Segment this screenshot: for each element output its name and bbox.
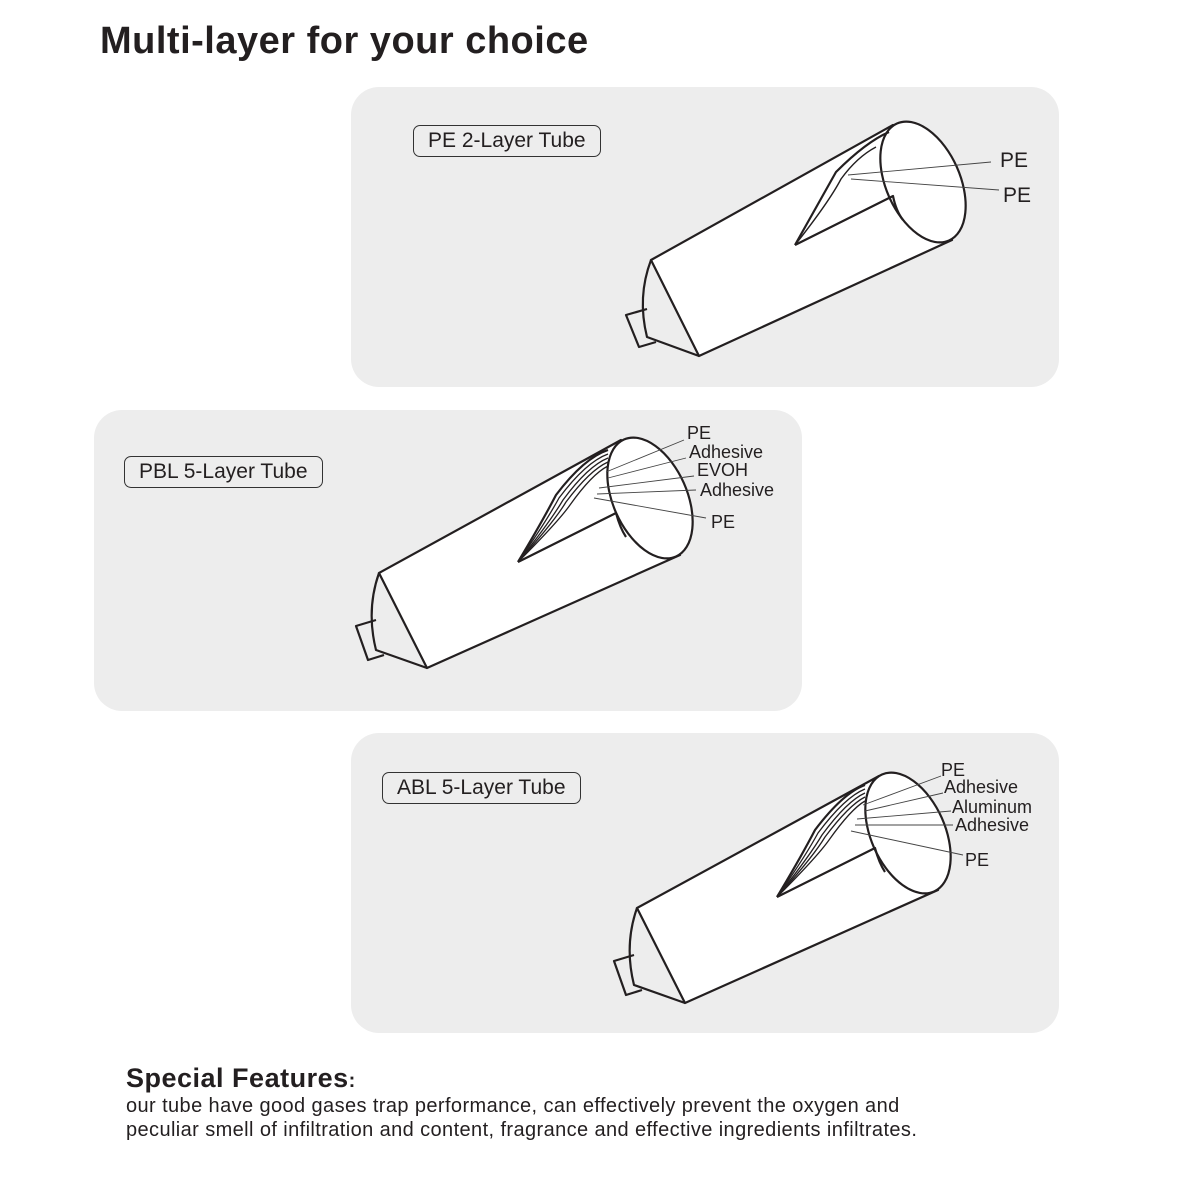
pe-2-layer-panel	[351, 87, 1059, 387]
pbl-5-layer-layer-1: PE	[687, 423, 712, 443]
pe-2-layer-label: PE 2-Layer Tube	[413, 125, 601, 157]
pbl-5-layer-layer-2: Adhesive	[689, 442, 764, 462]
abl-5-layer-label: ABL 5-Layer Tube	[382, 772, 581, 804]
special-features-line-2: peculiar smell of infiltration and content, fragrance and effective ingredients infiltrates.	[126, 1119, 918, 1141]
pe-2-layer-tube-diagram	[351, 87, 1059, 387]
special-features-heading-text: Special Features	[126, 1063, 349, 1093]
abl-5-layer-panel	[351, 733, 1059, 1033]
special-features	[126, 1063, 1126, 1142]
pbl-5-layer-tube-diagram	[94, 410, 802, 711]
abl-5-layer-layer-1: PE	[941, 760, 966, 780]
abl-5-layer-layer-2: Adhesive	[944, 777, 1019, 797]
pe-2-layer-layer-1: PE	[1000, 149, 1029, 172]
pbl-5-layer-layer-5: PE	[711, 512, 736, 532]
pbl-5-layer-layer-4: Adhesive	[700, 480, 775, 500]
pbl-5-layer-label: PBL 5-Layer Tube	[124, 456, 323, 488]
abl-5-layer-tube-diagram	[351, 733, 1059, 1033]
special-features-line-1: our tube have good gases trap performance, can effectively prevent the oxygen and	[126, 1095, 900, 1117]
special-features-colon: :	[348, 1070, 356, 1092]
special-features-body	[126, 1094, 1126, 1142]
pbl-5-layer-panel	[94, 410, 802, 711]
abl-5-layer-layer-3: Aluminum	[952, 797, 1033, 817]
pbl-5-layer-layer-3: EVOH	[697, 460, 749, 480]
page-title: Multi-layer for your choice	[100, 20, 589, 62]
special-features-heading	[126, 1063, 1126, 1094]
abl-5-layer-layer-4: Adhesive	[955, 815, 1030, 835]
abl-5-layer-layer-5: PE	[965, 850, 990, 870]
pe-2-layer-layer-2: PE	[1003, 184, 1032, 207]
